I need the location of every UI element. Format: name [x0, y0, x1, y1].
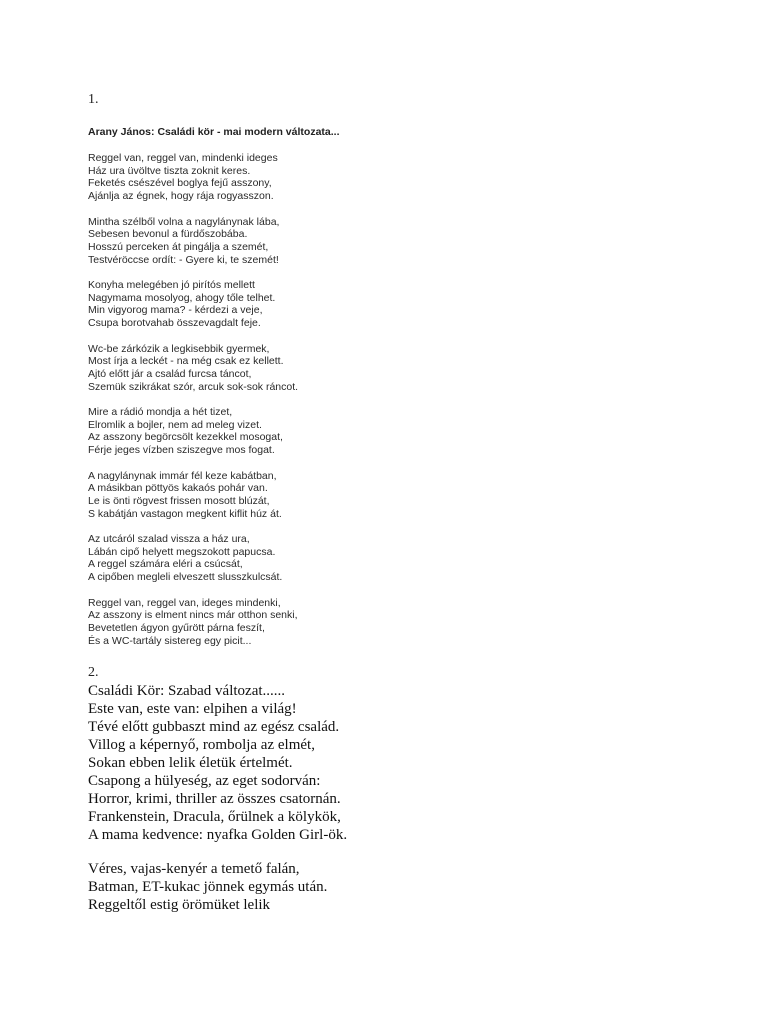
- poem-line: Nagymama mosolyog, ahogy tőle telhet.: [88, 291, 276, 304]
- poem-line: Este van, este van: elpihen a világ!: [88, 701, 297, 717]
- poem-line: Konyha melegében jó pirítós mellett: [88, 279, 255, 291]
- poem-line: Reggel van, reggel van, ideges mindenki,: [88, 596, 281, 609]
- poem-line: Családi Kör: Szabad változat......: [88, 683, 286, 699]
- poem-line: Csapong a hülyeség, az eget sodorván:: [88, 773, 321, 789]
- poem-line: A reggel számára eléri a csúcsát,: [88, 558, 243, 571]
- stanza: [88, 406, 298, 457]
- poem-line: A nagylánynak immár fél keze kabátban,: [88, 469, 277, 482]
- stanza: [88, 470, 298, 521]
- poem-line: Villog a képernyő, rombolja az elmét,: [88, 737, 315, 753]
- poem-line: S kabátján vastagon megkent kiflit húz át.: [88, 507, 282, 520]
- poem-line: Mire a rádió mondja a hét tizet,: [88, 406, 233, 418]
- poem-line: Elromlik a bojler, nem ad meleg vizet.: [88, 418, 262, 431]
- stanza: [88, 597, 298, 648]
- poem-line: Tévé előtt gubbaszt mind az egész család.: [88, 719, 340, 735]
- poem-line: Reggel van, reggel van, mindenki ideges: [88, 152, 278, 164]
- stanza: [88, 343, 298, 394]
- poem-line: A cipőben megleli elveszett slusszkulcsát.: [88, 571, 283, 584]
- poem-body: [88, 152, 298, 647]
- stanza: [88, 216, 298, 267]
- poem-line: Szemük szikrákat szór, arcuk sok-sok ráncot.: [88, 380, 299, 393]
- stanza: [88, 152, 298, 203]
- poem-line: Horror, krimi, thriller az összes csatornán.: [88, 791, 341, 807]
- poem-line: Ház ura üvöltve tiszta zoknit keres.: [88, 164, 251, 177]
- stanza: [88, 279, 298, 330]
- poem-line: Az asszony is elment nincs már otthon senki,: [88, 609, 298, 622]
- poem-line: Az utcáról szalad vissza a ház ura,: [88, 533, 250, 545]
- poem-line: Csupa borotvahab összevagdalt feje.: [88, 317, 261, 330]
- poem-line: Testvéröccse ordít: - Gyere ki, te szemét!: [88, 253, 279, 266]
- poem-line: Ajtó előtt jár a család furcsa táncot,: [88, 367, 252, 380]
- poem-line: Mintha szélből volna a nagylánynak lába,: [88, 215, 280, 228]
- poem-line: Reggeltől estig örömüket lelik: [88, 897, 271, 913]
- poem-line: Az asszony begörcsölt kezekkel mosogat,: [88, 431, 283, 444]
- poem-line: A másikban pöttyös kakaós pohár van.: [88, 482, 268, 495]
- poem-line: Wc-be zárkózik a legkisebbik gyermek,: [88, 342, 270, 355]
- poem-line: Férje jeges vízben sziszegve mos fogat.: [88, 444, 275, 457]
- stanza: [88, 533, 298, 584]
- poem-line: Lábán cipő helyett megszokott papucsa.: [88, 545, 276, 558]
- stanza: [88, 682, 347, 844]
- poem-title: Arany János: Családi kör - mai modern változata...: [88, 126, 340, 138]
- poem-line: Feketés csészével boglya fejű asszony,: [88, 177, 272, 190]
- poem-line: És a WC-tartály sistereg egy picit...: [88, 634, 252, 647]
- poem-line: Min vigyorog mama? - kérdezi a veje,: [88, 304, 263, 317]
- poem-line: Ajánlja az égnek, hogy rája rogyasszon.: [88, 190, 274, 203]
- poem-line: Frankenstein, Dracula, őrülnek a kölykök,: [88, 809, 341, 825]
- section-number: 1.: [88, 92, 99, 107]
- poem-line: Le is önti rögvest frissen mosott blúzát,: [88, 494, 270, 507]
- poem-line: Hosszú perceken át pingálja a szemét,: [88, 240, 269, 253]
- poem-line: Sebesen bevonul a fürdőszobába.: [88, 228, 248, 241]
- poem-line: Sokan ebben lelik életük értelmét.: [88, 755, 293, 771]
- poem-line: A mama kedvence: nyafka Golden Girl-ök.: [88, 827, 348, 843]
- stanza: [88, 860, 347, 914]
- poem-line: Batman, ET-kukac jönnek egymás után.: [88, 879, 328, 895]
- poem-line: Véres, vajas-kenyér a temető falán,: [88, 861, 300, 877]
- poem-line: Most írja a leckét - na még csak ez kellett.: [88, 355, 284, 368]
- section-number: 2.: [88, 665, 99, 680]
- poem-body: [88, 682, 347, 930]
- poem-line: Bevetetlen ágyon gyűrött párna feszít,: [88, 621, 265, 634]
